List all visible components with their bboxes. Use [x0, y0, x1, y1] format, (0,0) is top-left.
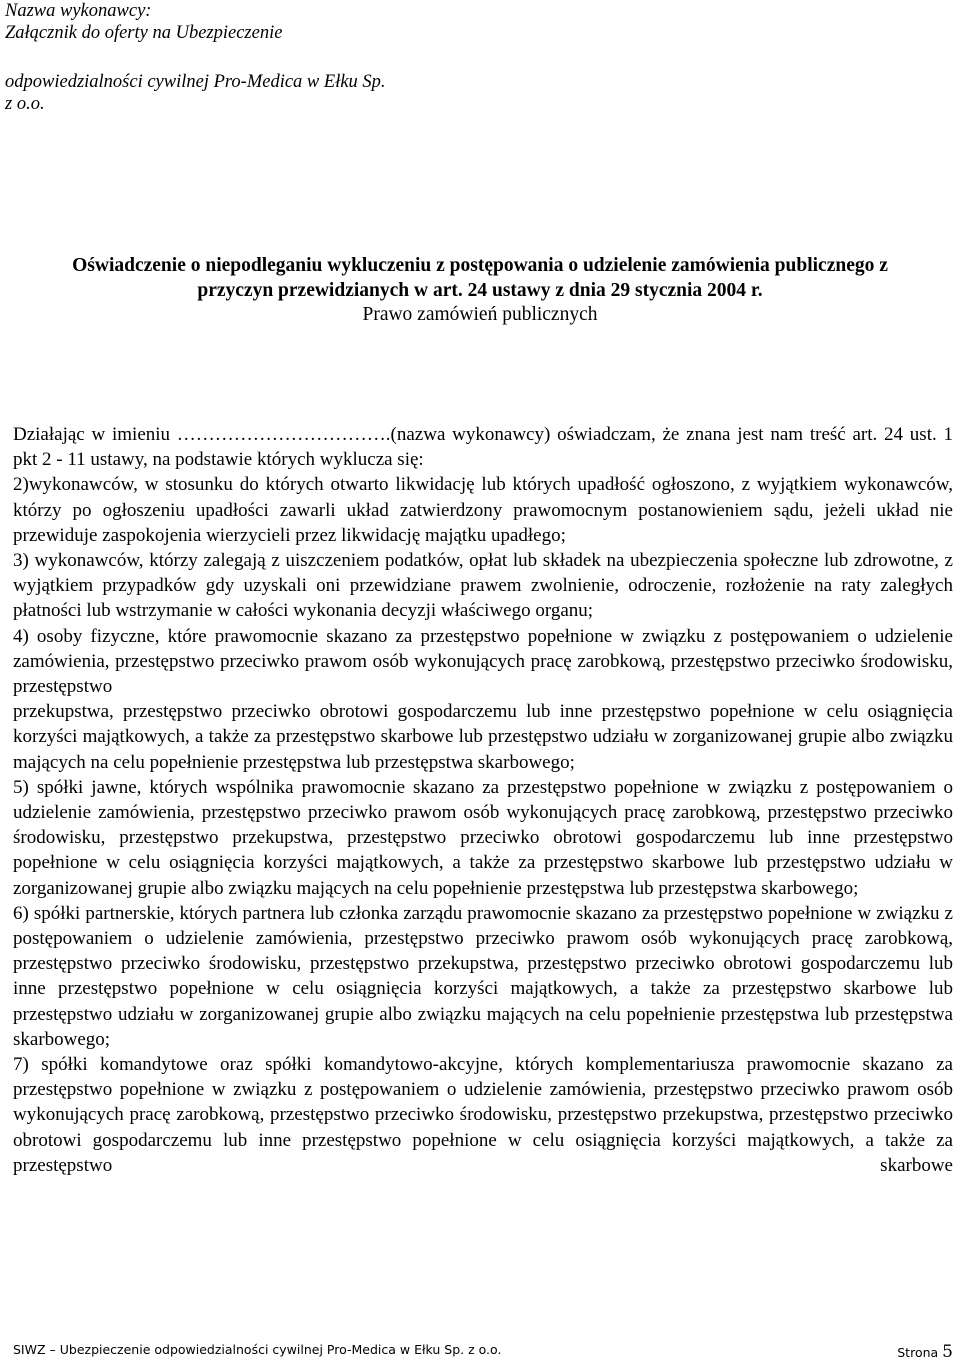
- document-subtitle: Prawo zamówień publicznych: [362, 304, 598, 325]
- paragraph-5: 5) spółki jawne, których wspólnika prawomocnie skazano za przestępstwo popełnione w związku z postępowaniem o udzielenie zamówienia, przestępstwo przeciwko prawom osób wykonujących pracę zarobkową, przestępstwo przeciwko środowisku, przestępstwo przekupstwa, przestępstwo przeciwko obrotowi gospodarczemu lub inne przestępstwo popełnione w celu osiągnięcia korzyści majątkowych, a także za przestępstwo skarbowe lub przestępstwo udziału w zorganizowanej grupie albo związku mających na celu popełnienie przestępstwa lub przestępstwa skarbowego;: [13, 776, 953, 899]
- paragraph-6: 6) spółki partnerskie, których partnera lub członka zarządu prawomocnie skazano za przestępstwo popełnione w związku z postępowaniem o udzielenie zamówienia, przestępstwo przeciwko prawom osób wykonujących pracę zarobkową, przestępstwo przeciwko środowisku, przestępstwo przekupstwa, przestępstwo przeciwko obrotowi gospodarczemu lub inne przestępstwo popełnione w celu osiągnięcia korzyści majątkowych, a także za przestępstwo skarbowe lub przestępstwo udziału w zorganizowanej grupie albo związku mających na celu popełnienie przestępstwa lub przestępstwa skarbowego;: [13, 902, 953, 1050]
- document-body: [13, 422, 953, 1178]
- header-attachment-line-2: odpowiedzialności cywilnej Pro-Medica w Ełku Sp.: [5, 72, 386, 92]
- paragraph-3: 3) wykonawców, którzy zalegają z uiszczeniem podatków, opłat lub składek na ubezpieczenia społeczne lub zdrowotne, z wyjątkiem przypadków gdy uzyskali oni przewidziane prawem zwolnienie, odroczenie, rozłożenie na raty zaległych płatności lub wstrzymanie w całości wykonania decyzji właściwego organu;: [13, 550, 953, 622]
- header-attachment-line-3: z o.o.: [5, 94, 45, 114]
- paragraph-7: 7) spółki komandytowe oraz spółki komandytowo-akcyjne, których komplementariusza prawomocnie skazano za przestępstwo popełnione w związku z postępowaniem o udzielenie zamówienia, przestępstwo przeciwko prawom osób wykonujących pracę zarobkową, przestępstwo przeciwko środowisku, przestępstwo przekupstwa, przestępstwo przeciwko obrotowi gospodarczemu lub inne przestępstwo popełnione w celu osiągnięcia korzyści majątkowych, a także za przestępstwo skarbowe: [13, 1054, 953, 1176]
- title-line-1: Oświadczenie o niepodleganiu wykluczeniu z postępowania o udzielenie zamówienia publicznego z: [72, 255, 888, 276]
- header-attachment-line: Załącznik do oferty na Ubezpieczenie: [5, 23, 283, 43]
- footer-document-name: SIWZ – Ubezpieczenie odpowiedzialności cywilnej Pro-Medica w Ełku Sp. z o.o.: [13, 1342, 502, 1357]
- paragraph-2: 2)wykonawców, w stosunku do których otwarto likwidację lub których upadłość ogłoszono, z wyjątkiem wykonawców, którzy po ogłoszeniu upadłości zawarli układ zatwierdzony prawomocnym postanowieniem sądu, jeżeli układ nie przewiduje zaspokojenia wierzycieli przez likwidację majątku upadłego;: [13, 474, 953, 546]
- paragraph-4a: 4) osoby fizyczne, które prawomocnie skazano za przestępstwo popełnione w związku z postępowaniem o udzielenie zamówienia, przestępstwo przeciwko prawom osób wykonujących pracę zarobkową, przestępstwo przeciwko środowisku, przestępstwo: [13, 625, 953, 698]
- document-title: [0, 253, 960, 303]
- document-header: [5, 0, 435, 115]
- header-contractor-name: Nazwa wykonawcy:: [5, 1, 152, 21]
- page-footer: [13, 1339, 953, 1361]
- intro-paragraph: Działając w imieniu …………………………….(nazwa wykonawcy) oświadczam, że znana jest nam treść art. 24 ust. 1 pkt 2 - 11 ustawy, na podstawie których wyklucza się:: [13, 424, 953, 471]
- paragraph-4b: przekupstwa, przestępstwo przeciwko obrotowi gospodarczemu lub inne przestępstwo popełnione w celu osiągnięcia korzyści majątkowych, a także za przestępstwo skarbowe lub przestępstwo udziału w zorganizowanej grupie albo związku mających na celu popełnienie przestępstwa lub przestępstwa skarbowego;: [13, 701, 953, 773]
- title-line-2: przyczyn przewidzianych w art. 24 ustawy z dnia 29 stycznia 2004 r.: [197, 280, 763, 301]
- footer-page-indicator: [897, 1342, 953, 1362]
- footer-page-number: 5: [942, 1342, 953, 1362]
- footer-page-label: Strona: [897, 1345, 939, 1360]
